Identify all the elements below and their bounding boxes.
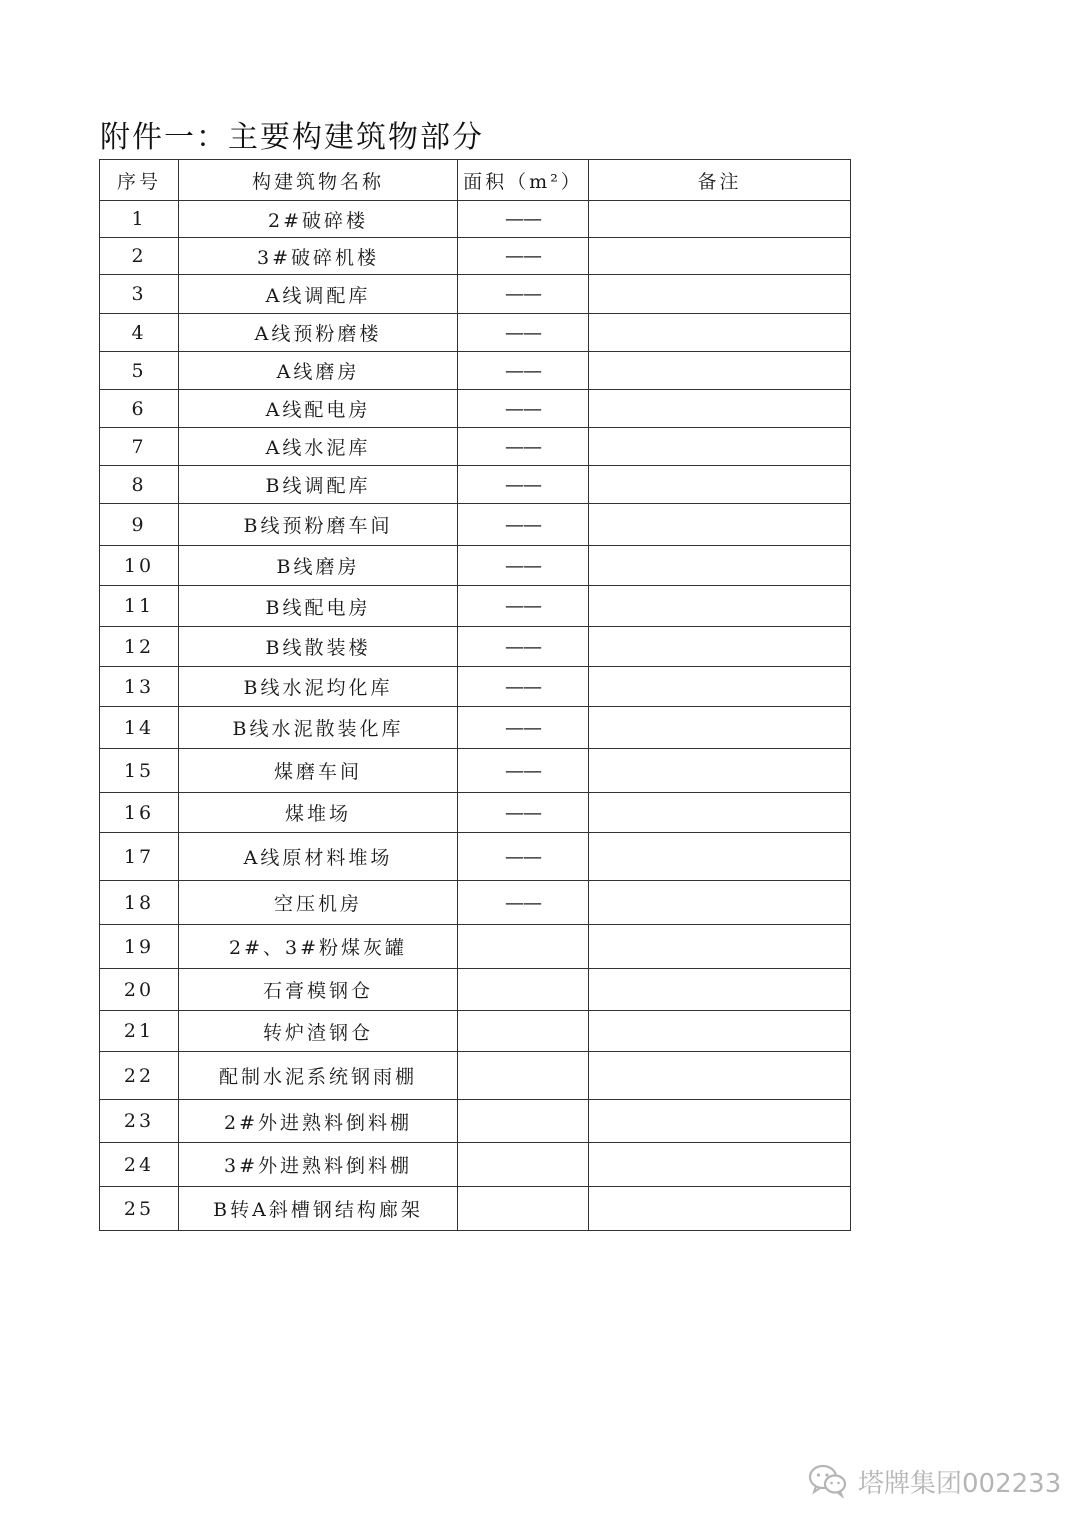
building-note [589, 707, 851, 749]
building-note [589, 586, 851, 627]
table-row [100, 390, 851, 428]
building-area: —— [458, 504, 589, 546]
row-number: 11 [100, 586, 179, 627]
building-note [589, 627, 851, 667]
building-name: 2#、3#粉煤灰罐 [179, 925, 458, 969]
building-note [589, 352, 851, 390]
table-row [100, 352, 851, 390]
header-note: 备注 [589, 160, 851, 201]
table-row [100, 314, 851, 352]
row-number: 6 [100, 390, 179, 428]
building-name: A线调配库 [179, 275, 458, 314]
table-row [100, 546, 851, 586]
building-name: 转炉渣钢仓 [179, 1011, 458, 1052]
building-name: B线配电房 [179, 586, 458, 627]
row-number: 23 [100, 1100, 179, 1143]
header-area: 面积（m²） [458, 160, 589, 201]
building-name: A线配电房 [179, 390, 458, 428]
table-row [100, 667, 851, 707]
building-name: 空压机房 [179, 881, 458, 925]
building-name: 煤磨车间 [179, 749, 458, 793]
building-note [589, 1052, 851, 1100]
building-area [458, 1011, 589, 1052]
row-number: 1 [100, 201, 179, 238]
building-area [458, 925, 589, 969]
building-note [589, 238, 851, 275]
building-area [458, 1052, 589, 1100]
table-row [100, 1187, 851, 1231]
building-area: —— [458, 546, 589, 586]
building-area: —— [458, 667, 589, 707]
table-body [100, 201, 851, 1231]
building-name: 2#破碎楼 [179, 201, 458, 238]
building-area [458, 1143, 589, 1187]
building-note [589, 504, 851, 546]
building-note [589, 275, 851, 314]
row-number: 15 [100, 749, 179, 793]
building-note [589, 1143, 851, 1187]
building-area: —— [458, 428, 589, 466]
building-note [589, 881, 851, 925]
building-note [589, 466, 851, 504]
table-row [100, 201, 851, 238]
building-area: —— [458, 275, 589, 314]
wechat-icon [808, 1464, 848, 1498]
row-number: 24 [100, 1143, 179, 1187]
row-number: 8 [100, 466, 179, 504]
table-row [100, 238, 851, 275]
building-area: —— [458, 238, 589, 275]
building-name: 煤堆场 [179, 793, 458, 833]
building-area: —— [458, 314, 589, 352]
table-row [100, 466, 851, 504]
building-area: —— [458, 352, 589, 390]
table-row [100, 1100, 851, 1143]
building-area: —— [458, 707, 589, 749]
row-number: 12 [100, 627, 179, 667]
header-name: 构建筑物名称 [179, 160, 458, 201]
building-note [589, 925, 851, 969]
building-note [589, 793, 851, 833]
building-note [589, 1011, 851, 1052]
building-name: B线水泥散装化库 [179, 707, 458, 749]
header-no: 序号 [100, 160, 179, 201]
building-note [589, 546, 851, 586]
page-title: 附件一：主要构建筑物部分 [100, 120, 484, 155]
table-row [100, 793, 851, 833]
building-name: B线调配库 [179, 466, 458, 504]
building-name: A线磨房 [179, 352, 458, 390]
building-area: —— [458, 390, 589, 428]
building-note [589, 667, 851, 707]
table-row [100, 969, 851, 1011]
row-number: 5 [100, 352, 179, 390]
row-number: 10 [100, 546, 179, 586]
building-note [589, 1187, 851, 1231]
row-number: 3 [100, 275, 179, 314]
building-area: —— [458, 881, 589, 925]
building-area: —— [458, 627, 589, 667]
watermark-text: 塔牌集团002233 [858, 1468, 1062, 1499]
table-row [100, 627, 851, 667]
row-number: 9 [100, 504, 179, 546]
building-name: A线预粉磨楼 [179, 314, 458, 352]
building-area [458, 1100, 589, 1143]
building-note [589, 201, 851, 238]
buildings-table [99, 159, 851, 1231]
table-row [100, 1143, 851, 1187]
building-name: B转A斜槽钢结构廊架 [179, 1187, 458, 1231]
building-name: 3#破碎机楼 [179, 238, 458, 275]
building-name: A线原材料堆场 [179, 833, 458, 881]
building-note [589, 390, 851, 428]
table-row [100, 833, 851, 881]
building-area [458, 969, 589, 1011]
row-number: 17 [100, 833, 179, 881]
building-area: —— [458, 833, 589, 881]
table-row [100, 925, 851, 969]
table-row [100, 275, 851, 314]
row-number: 19 [100, 925, 179, 969]
table-row [100, 586, 851, 627]
building-name: B线磨房 [179, 546, 458, 586]
row-number: 16 [100, 793, 179, 833]
building-area: —— [458, 586, 589, 627]
building-area: —— [458, 749, 589, 793]
building-name: 2#外进熟料倒料棚 [179, 1100, 458, 1143]
table-row [100, 881, 851, 925]
building-area: —— [458, 201, 589, 238]
watermark [808, 1463, 1061, 1499]
row-number: 21 [100, 1011, 179, 1052]
building-name: 3#外进熟料倒料棚 [179, 1143, 458, 1187]
table-row [100, 749, 851, 793]
building-note [589, 749, 851, 793]
building-name: A线水泥库 [179, 428, 458, 466]
row-number: 2 [100, 238, 179, 275]
building-note [589, 1100, 851, 1143]
table-row [100, 504, 851, 546]
building-area: —— [458, 793, 589, 833]
table-row [100, 1052, 851, 1100]
building-area: —— [458, 466, 589, 504]
row-number: 7 [100, 428, 179, 466]
building-note [589, 969, 851, 1011]
building-name: B线散装楼 [179, 627, 458, 667]
building-name: B线预粉磨车间 [179, 504, 458, 546]
row-number: 22 [100, 1052, 179, 1100]
row-number: 13 [100, 667, 179, 707]
table-row [100, 428, 851, 466]
building-note [589, 314, 851, 352]
building-name: B线水泥均化库 [179, 667, 458, 707]
building-note [589, 833, 851, 881]
table-header-row [100, 160, 851, 201]
row-number: 20 [100, 969, 179, 1011]
row-number: 18 [100, 881, 179, 925]
table-row [100, 707, 851, 749]
building-name: 石膏模钢仓 [179, 969, 458, 1011]
row-number: 4 [100, 314, 179, 352]
building-area [458, 1187, 589, 1231]
building-name: 配制水泥系统钢雨棚 [179, 1052, 458, 1100]
table-row [100, 1011, 851, 1052]
row-number: 14 [100, 707, 179, 749]
building-note [589, 428, 851, 466]
row-number: 25 [100, 1187, 179, 1231]
